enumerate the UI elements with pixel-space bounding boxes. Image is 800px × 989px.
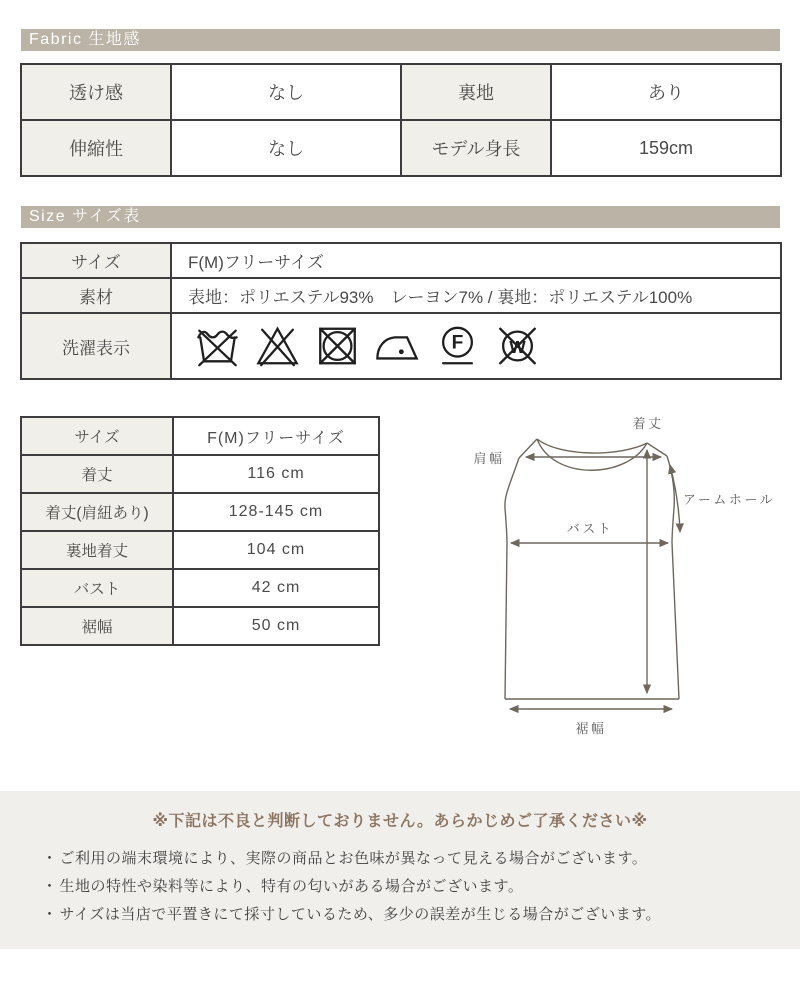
garment-back-neckline [537,439,647,453]
fabric-label-stretch: 伸縮性 [21,120,171,176]
garment-right-side [667,456,679,699]
fabric-section-header [21,29,780,51]
fabric-label-model-height: モデル身長 [401,120,551,176]
disclaimer-item-text: サイズは当店で平置きにて採寸しているため、多少の誤差が生じる場合がございます。 [59,906,662,923]
dry-clean-petroleum-gentle-icon [434,323,481,369]
fabric-value-model-height: 159cm [551,120,781,176]
disclaimer-box [0,791,800,949]
material-label: 素材 [21,278,171,313]
size-info-table [20,242,782,380]
meas-value-length: 116 cm [173,455,379,493]
table-row [21,607,379,645]
care-symbols [188,321,780,371]
list-item [42,901,780,929]
garment-diagram-svg [442,408,782,744]
table-row [21,455,379,493]
care-label: 洗濯表示 [21,313,171,379]
care-symbols-cell [171,313,781,379]
disclaimer-title: ※下記は不良と判断しておりません。あらかじめご了承ください※ [152,813,648,830]
bullet-glyph: ・ [42,906,58,923]
size-section-title: Size サイズ表 [29,208,141,225]
size-section-header [21,206,780,228]
do-not-wet-clean-icon [494,323,541,369]
garment-left-strap [519,439,537,458]
bullet-glyph: ・ [42,878,58,895]
fabric-table [20,63,782,177]
fabric-section-title: Fabric 生地感 [29,31,141,48]
do-not-wash-icon [194,323,241,369]
disclaimer-item-text: ご利用の端末環境により、実際の商品とお色味が異なって見える場合がございます。 [59,850,648,867]
table-row [21,417,379,455]
measurement-table [20,416,380,646]
table-row [21,278,781,313]
disclaimer-item-text: 生地の特性や染料等により、特有の匂いがある場合がございます。 [59,878,524,895]
fabric-value-lining: あり [551,64,781,120]
table-row [21,531,379,569]
armhole-label: アームホール [682,492,776,507]
meas-value-size: F(M)フリーサイズ [173,417,379,455]
meas-label-length: 着丈 [21,455,173,493]
table-row [21,569,379,607]
meas-label-hem: 裾幅 [21,607,173,645]
garment-left-side [505,458,519,699]
svg-text:W: W [509,336,526,357]
list-item [42,873,780,901]
shoulder-width-label: 肩幅 [473,451,505,466]
fabric-label-lining: 裏地 [401,64,551,120]
size-value: F(M)フリーサイズ [171,243,781,278]
table-row [21,493,379,531]
list-item [42,845,780,873]
bust-label: バスト [566,521,614,536]
table-row [21,313,781,379]
garment-measurement-diagram [442,408,782,749]
table-row [21,243,781,278]
meas-value-hem: 50 cm [173,607,379,645]
do-not-tumble-dry-icon [314,323,361,369]
meas-value-bust: 42 cm [173,569,379,607]
bullet-glyph: ・ [42,850,58,867]
hem-width-label: 裾幅 [575,721,607,736]
length-label: 着丈 [632,416,664,431]
meas-label-lining-length: 裏地着丈 [21,531,173,569]
garment-front-neckline [537,439,647,470]
svg-text:F: F [451,332,464,354]
fabric-label-sheerness: 透け感 [21,64,171,120]
fabric-value-sheerness: なし [171,64,401,120]
table-row [21,64,781,120]
measurement-section [20,416,780,749]
table-row [21,120,781,176]
garment-right-strap [647,443,667,456]
meas-value-length-strap: 128-145 cm [173,493,379,531]
meas-label-bust: バスト [21,569,173,607]
material-value: 表地：ポリエステル93% レーヨン7% / 裏地：ポリエステル100% [171,278,781,313]
do-not-bleach-icon [254,323,301,369]
meas-label-length-strap: 着丈(肩紐あり) [21,493,173,531]
fabric-value-stretch: なし [171,120,401,176]
meas-value-lining-length: 104 cm [173,531,379,569]
disclaimer-list [0,845,800,929]
size-label: サイズ [21,243,171,278]
meas-label-size: サイズ [21,417,173,455]
iron-low-heat-icon [374,323,421,369]
product-spec-page [0,29,800,949]
